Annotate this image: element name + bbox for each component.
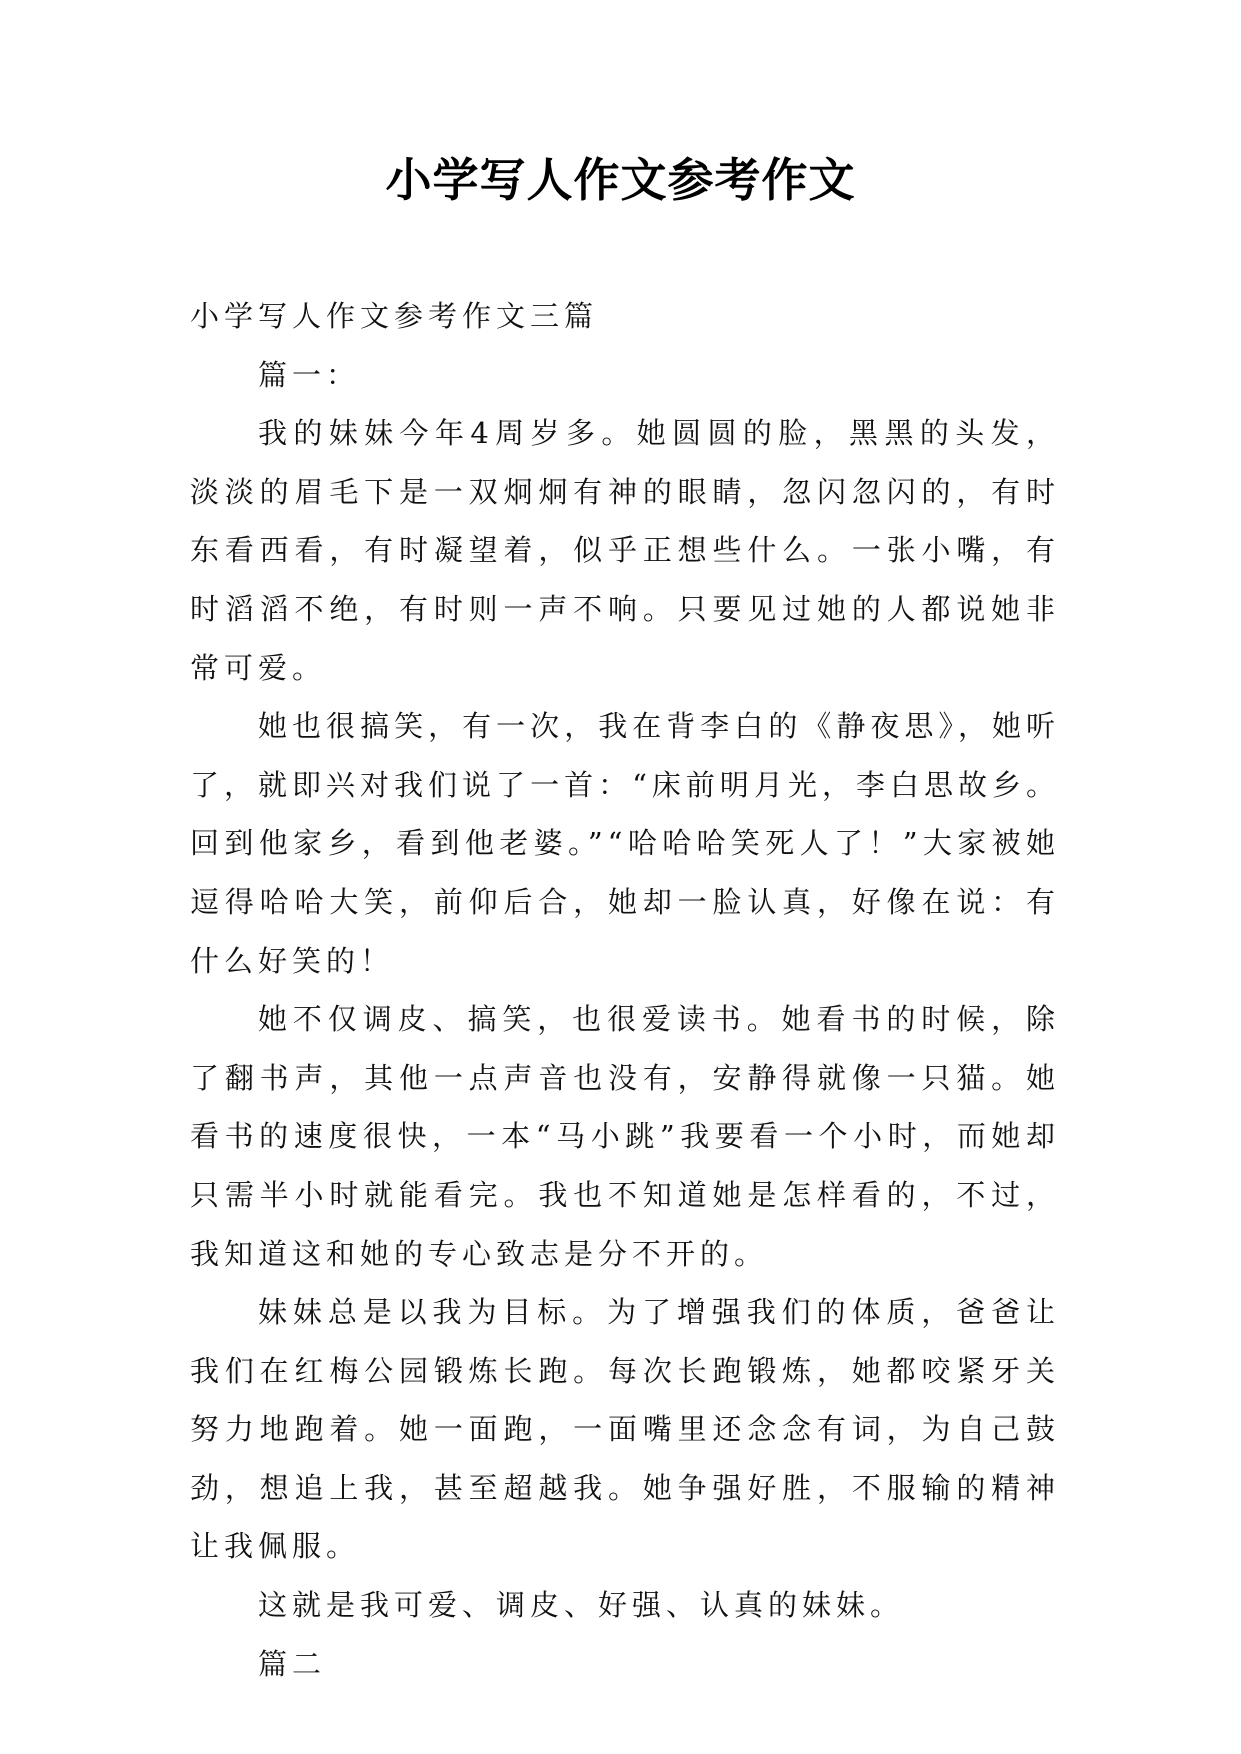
paragraph-3: 她不仅调皮、搞笑，也很爱读书。她看书的时候，除了翻书声，其他一点声音也没有，安静得就像一只猫。她看书的速度很快，一本“马小跳”我要看一个小时，而她却只需半小时就能看完。我也不知道她是怎样看的，不过，我知道这和她的专心致志是分不开的。 (190, 1002, 1060, 1271)
document-body (190, 287, 1060, 1693)
paragraph-4: 妹妹总是以我为目标。为了增强我们的体质，爸爸让我们在红梅公园锻炼长跑。每次长跑锻炼，她都咬紧牙关努力地跑着。她一面跑，一面嘴里还念念有词，为自己鼓劲，想追上我，甚至超越我。她争强好胜，不服输的精神让我佩服。 (190, 1295, 1060, 1564)
document-subtitle: 小学写人作文参考作文三篇 (190, 299, 599, 333)
paragraph-1: 我的妹妹今年4周岁多。她圆圆的脸，黑黑的头发，淡淡的眉毛下是一双炯炯有神的眼睛，忽闪忽闪的，有时东看西看，有时凝望着，似乎正想些什么。一张小嘴，有时滔滔不绝，有时则一声不响。只要见过她的人都说她非常可爱。 (190, 416, 1060, 685)
paragraph-5: 这就是我可爱、调皮、好强、认真的妹妹。 (258, 1588, 905, 1623)
section-heading-1: 篇一： (258, 357, 361, 392)
section-heading-2: 篇二 (258, 1646, 327, 1681)
paragraph-2: 她也很搞笑，有一次，我在背李白的《静夜思》，她听了，就即兴对我们说了一首：“床前明月光，李白思故乡。回到他家乡，看到他老婆。”“哈哈哈笑死人了！”大家被她逗得哈哈大笑，前仰后合，她却一脸认真，好像在说：有什么好笑的！ (190, 709, 1060, 978)
document-title: 小学写人作文参考作文 (385, 153, 856, 207)
